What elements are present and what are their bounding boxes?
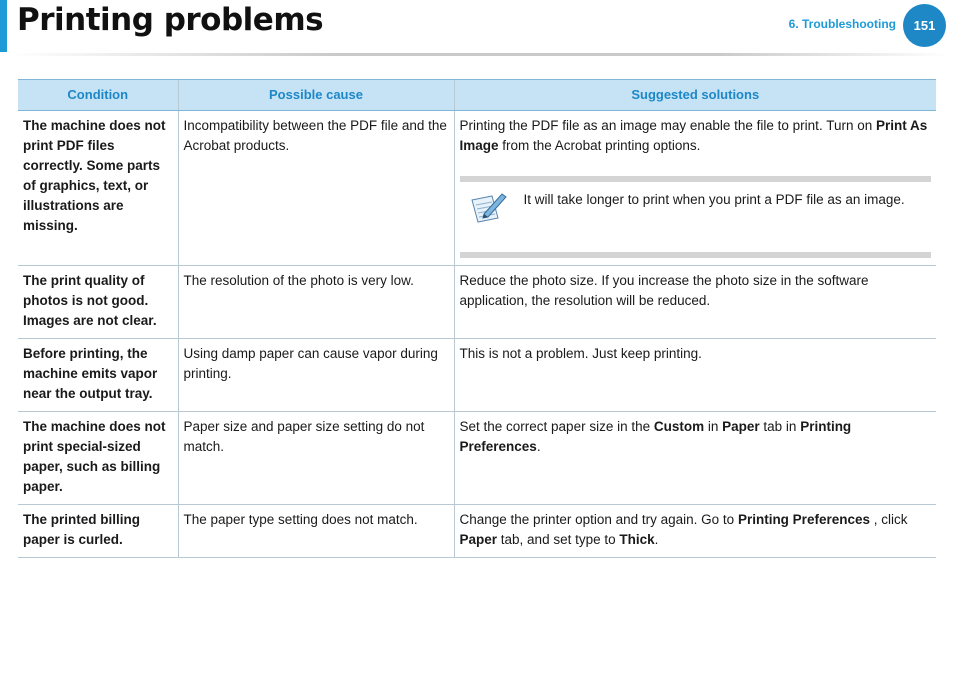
troubleshooting-table bbox=[18, 79, 936, 558]
solution-cell: Change the printer option and try again. Go to Printing Preferences , click Paper tab, and set type to Thick. bbox=[454, 505, 936, 558]
cause-cell: The paper type setting does not match. bbox=[178, 505, 454, 558]
cause-cell: Paper size and paper size setting do not match. bbox=[178, 412, 454, 505]
condition-cell: The printed billing paper is curled. bbox=[18, 505, 178, 558]
header-divider bbox=[10, 53, 950, 56]
solution-text: Printing the PDF file as an image may enable the file to print. Turn on Print As Image from the Acrobat printing options. bbox=[459, 118, 928, 153]
table-row bbox=[18, 412, 936, 505]
page-number: 151 bbox=[913, 18, 936, 33]
note-box bbox=[460, 176, 932, 258]
condition-cell: The machine does not print PDF files correctly. Some parts of graphics, text, or illustrations are missing. bbox=[18, 111, 178, 266]
note-text: It will take longer to print when you print a PDF file as an image. bbox=[523, 192, 905, 207]
solution-cell: Set the correct paper size in the Custom in Paper tab in Printing Preferences. bbox=[454, 412, 936, 505]
table-header-row bbox=[18, 80, 936, 111]
solution-cell: Reduce the photo size. If you increase the photo size in the software application, the resolution will be reduced. bbox=[454, 266, 936, 339]
header-accent-bar bbox=[0, 0, 7, 52]
page-title: Printing problems bbox=[17, 2, 324, 38]
condition-cell: The machine does not print special-sized paper, such as billing paper. bbox=[18, 412, 178, 505]
solution-cell bbox=[454, 111, 936, 266]
column-header-possible-cause: Possible cause bbox=[178, 80, 454, 111]
cause-cell: Using damp paper can cause vapor during printing. bbox=[178, 339, 454, 412]
table-row bbox=[18, 111, 936, 266]
solution-cell: This is not a problem. Just keep printing. bbox=[454, 339, 936, 412]
table-row bbox=[18, 266, 936, 339]
column-header-condition: Condition bbox=[18, 80, 178, 111]
section-label: 6. Troubleshooting bbox=[788, 17, 896, 31]
page-number-badge bbox=[903, 4, 946, 47]
note-pencil-icon bbox=[460, 190, 518, 232]
condition-cell: Before printing, the machine emits vapor near the output tray. bbox=[18, 339, 178, 412]
cause-cell: Incompatibility between the PDF file and the Acrobat products. bbox=[178, 111, 454, 266]
cause-cell: The resolution of the photo is very low. bbox=[178, 266, 454, 339]
condition-cell: The print quality of photos is not good. Images are not clear. bbox=[18, 266, 178, 339]
table-row bbox=[18, 339, 936, 412]
column-header-suggested-solutions: Suggested solutions bbox=[454, 80, 936, 111]
table-row bbox=[18, 505, 936, 558]
